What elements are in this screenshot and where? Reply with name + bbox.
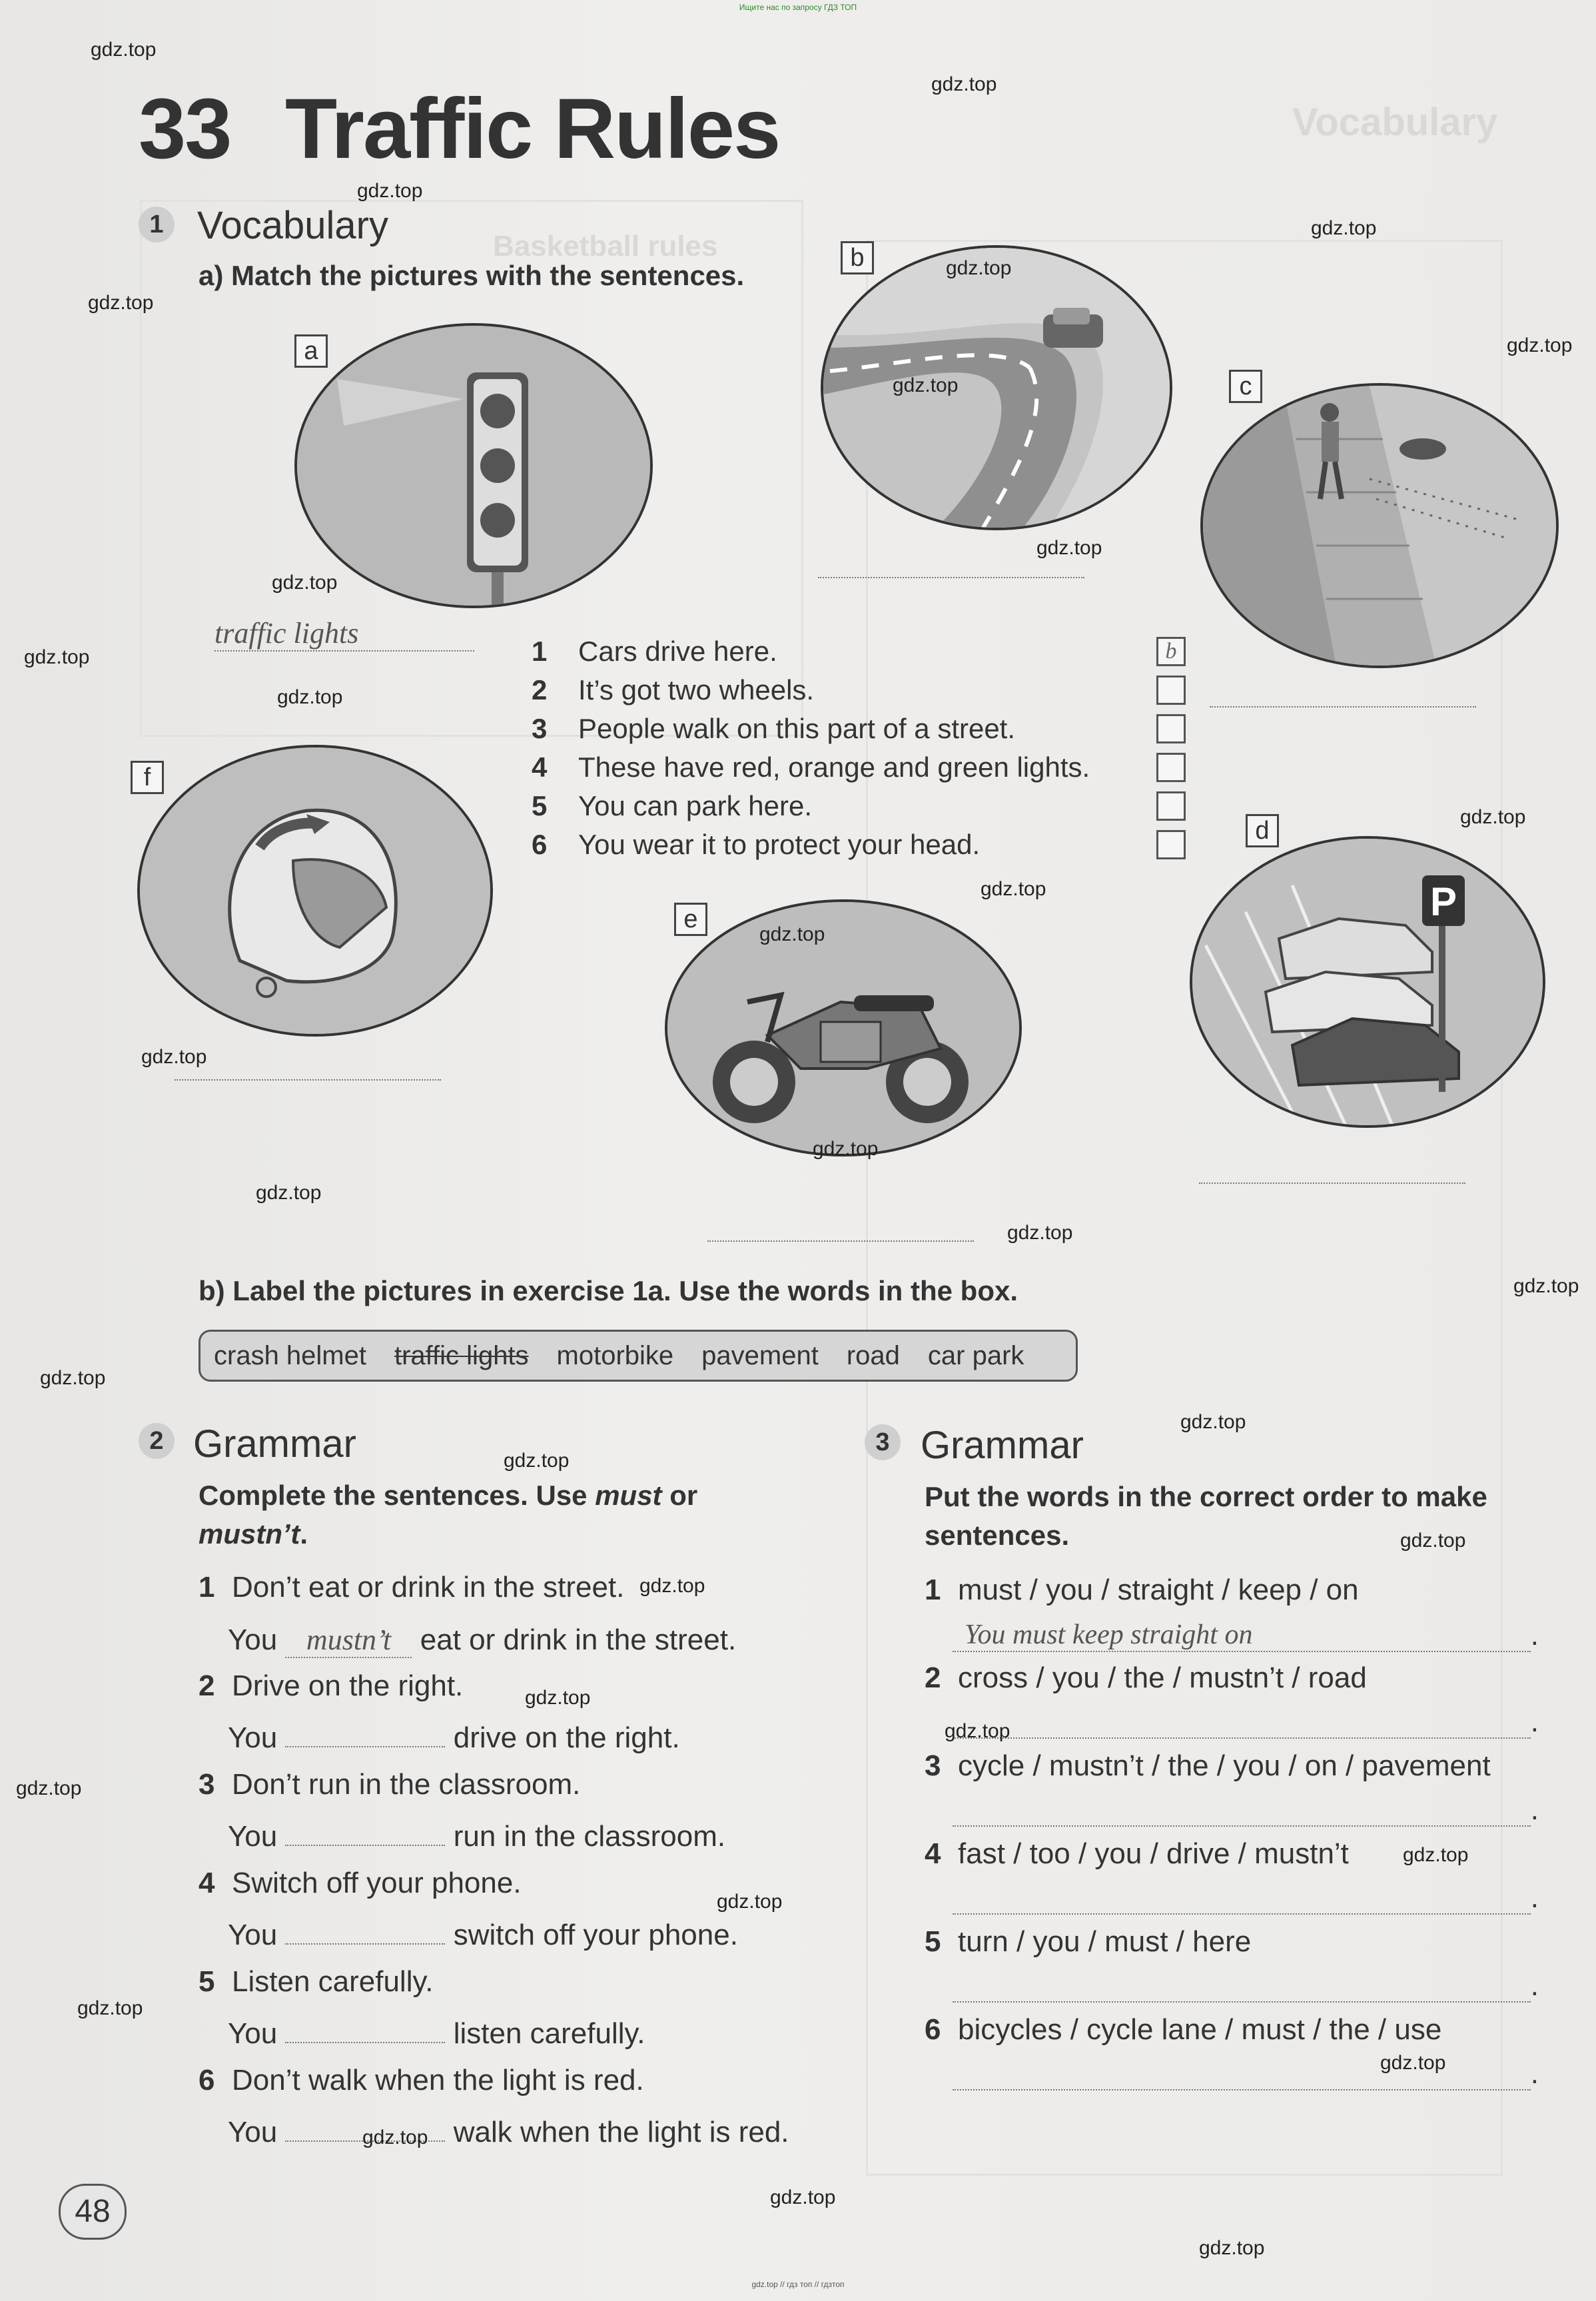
exercise-1b-instruction: b) Label the pictures in exercise 1a. Use the words in the box. (199, 1275, 1018, 1306)
exercise-3-badge: 3 (865, 1424, 901, 1460)
traffic-light-icon (297, 326, 650, 606)
watermark: gdz.top (16, 1777, 82, 1799)
car-park-icon (1192, 839, 1543, 1125)
watermark: gdz.top (1513, 1275, 1579, 1297)
sentence-number: 5 (532, 790, 548, 821)
picture-e-label-line[interactable] (707, 1240, 974, 1242)
grammar-item-5-answer: You listen carefully. (228, 2017, 645, 2050)
watermark: gdz.top (1380, 2052, 1446, 2074)
picture-b-letter: b (841, 241, 874, 274)
order-answer-2: . (953, 1705, 1539, 1739)
sentence-2 (532, 674, 814, 706)
watermark: gdz.top (1400, 1530, 1466, 1552)
watermark: gdz.top (981, 878, 1046, 900)
exercise-3-title: Grammar (921, 1424, 1084, 1467)
picture-a-traffic-lights (294, 323, 653, 608)
word-box-item: car park (927, 1340, 1024, 1370)
answer-box-5[interactable] (1156, 791, 1186, 821)
answer-line[interactable] (953, 1709, 1531, 1739)
watermark: gdz.top (1311, 217, 1377, 239)
grammar-item-6-prompt: 6 Don’t walk when the light is red. (199, 2064, 644, 2096)
watermark: gdz.top (525, 1687, 591, 1709)
exercise-1-title: Vocabulary (197, 204, 388, 247)
sentence-number: 4 (532, 751, 548, 783)
word-box-item: pavement (701, 1340, 819, 1370)
answer-line[interactable]: You must keep straight on (953, 1619, 1531, 1652)
picture-a-label[interactable]: traffic lights (214, 616, 474, 652)
watermark: gdz.top (1403, 1844, 1469, 1866)
order-answer-1: You must keep straight on . (953, 1619, 1539, 1652)
watermark: gdz.top (362, 2126, 428, 2148)
watermark: gdz.top (893, 374, 959, 396)
answer-box-6[interactable] (1156, 830, 1186, 859)
crash-helmet-icon (140, 747, 490, 1034)
answer-box-1[interactable]: b (1156, 637, 1186, 666)
grammar-item-4-answer: You switch off your phone. (228, 1919, 738, 1951)
sentence-text: These have red, orange and green lights. (578, 751, 1090, 783)
picture-c-label-line[interactable] (1210, 706, 1476, 707)
order-answer-5: . (953, 1969, 1539, 2003)
sentence-text: Cars drive here. (578, 636, 777, 667)
ghost-basketball: Basketball rules (493, 230, 718, 262)
order-answer-3: . (953, 1793, 1539, 1827)
sentence-5 (532, 790, 812, 822)
answer-blank[interactable] (285, 1943, 445, 1945)
pavement-icon (1203, 386, 1556, 666)
picture-b-label-line[interactable] (818, 577, 1084, 578)
watermark: gdz.top (1507, 334, 1573, 356)
grammar-item-2-answer: You drive on the right. (228, 1721, 680, 1754)
page-title: Traffic Rules (285, 81, 780, 177)
page-number: 48 (59, 2184, 127, 2240)
watermark: gdz.top (1007, 1222, 1073, 1244)
watermark: gdz.top (639, 1575, 705, 1597)
sentence-text: You can park here. (578, 790, 813, 821)
watermark: gdz.top (931, 73, 997, 95)
parking-sign-icon: P (1429, 879, 1457, 924)
answer-box-3[interactable] (1156, 714, 1186, 743)
picture-d-label-line[interactable] (1199, 1182, 1465, 1184)
lesson-number: 33 (139, 81, 231, 177)
watermark: gdz.top (40, 1367, 106, 1389)
word-box-item: crash helmet (214, 1340, 366, 1370)
watermark: gdz.top (504, 1450, 570, 1472)
road-icon (823, 248, 1170, 528)
picture-e-motorbike (665, 899, 1022, 1156)
grammar-item-4-prompt: 4 Switch off your phone. (199, 1867, 522, 1899)
exercise-3-instruction: Put the words in the correct order to make sentences. (925, 1481, 1487, 1551)
sentence-number: 6 (532, 829, 548, 860)
watermark: gdz.top (77, 1997, 143, 2019)
picture-c-pavement (1200, 383, 1559, 668)
sentence-6 (532, 829, 980, 861)
sentence-4 (532, 751, 1090, 783)
order-item-4: 4 fast / too / you / drive / mustn’t (925, 1837, 1349, 1870)
answer-line[interactable] (953, 1973, 1531, 2003)
ghost-vocab: Vocabulary (1292, 101, 1498, 144)
order-answer-6: . (953, 2057, 1539, 2090)
watermark: gdz.top (256, 1182, 322, 1204)
picture-d-car-park (1190, 836, 1545, 1128)
order-answer-4: . (953, 1881, 1539, 1915)
word-box-item: motorbike (556, 1340, 674, 1370)
sentence-text: People walk on this part of a street. (578, 713, 1016, 744)
watermark: gdz.top (1180, 1411, 1246, 1433)
answer-box-2[interactable] (1156, 676, 1186, 705)
watermark: gdz.top (759, 923, 825, 945)
picture-a-letter: a (294, 334, 328, 368)
sentence-number: 3 (532, 713, 548, 744)
order-item-2: 2 cross / you / the / mustn’t / road (925, 1661, 1367, 1694)
answer-line[interactable] (953, 1797, 1531, 1827)
exercise-2-instruction: Complete the sentences. Use must or mustn’t. (199, 1480, 698, 1550)
answer-blank[interactable]: mustn’t (285, 1623, 412, 1658)
watermark: gdz.top (24, 646, 90, 668)
watermark: gdz.top (141, 1046, 207, 1068)
watermark: gdz.top (272, 572, 338, 594)
picture-c-letter: c (1229, 370, 1262, 403)
order-item-3: 3 cycle / mustn’t / the / you / on / pavement (925, 1749, 1491, 1782)
order-item-1: 1 must / you / straight / keep / on (925, 1574, 1359, 1606)
watermark: gdz.top (717, 1891, 783, 1913)
watermark: gdz.top (91, 39, 157, 61)
grammar-item-2-prompt: 2 Drive on the right. (199, 1669, 464, 1702)
sentence-1 (532, 636, 777, 668)
grammar-item-3-answer: You run in the classroom. (228, 1820, 726, 1853)
exercise-2-badge: 2 (139, 1423, 175, 1459)
picture-b-road (821, 245, 1172, 530)
sentence-text: You wear it to protect your head. (578, 829, 981, 860)
watermark: gdz.top (1036, 537, 1102, 559)
exercise-1a-instruction: a) Match the pictures with the sentences. (199, 260, 745, 291)
grammar-item-5-prompt: 5 Listen carefully. (199, 1965, 434, 1998)
watermark: gdz.top (1460, 806, 1526, 828)
exercise-1-badge: 1 (139, 207, 175, 242)
grammar-item-3-prompt: 3 Don’t run in the classroom. (199, 1768, 581, 1801)
picture-f-crash-helmet (137, 745, 493, 1037)
sentence-text: It’s got two wheels. (578, 674, 815, 705)
answer-blank[interactable] (285, 2042, 445, 2043)
picture-d-letter: d (1246, 814, 1279, 847)
picture-f-label-line[interactable] (175, 1079, 441, 1081)
watermark: gdz.top (946, 257, 1012, 279)
watermark: gdz.top (357, 180, 423, 202)
motorbike-icon (667, 902, 1019, 1154)
watermark: gdz.top (88, 292, 154, 314)
watermark: gdz.top (277, 686, 343, 708)
grammar-item-6-answer: You walk when the light is red. (228, 2116, 789, 2148)
watermark: gdz.top (770, 2186, 836, 2208)
picture-f-letter: f (131, 761, 164, 794)
word-box-item: road (846, 1340, 900, 1370)
answer-blank[interactable] (285, 1746, 445, 1747)
picture-e-letter: e (674, 903, 707, 936)
watermark: gdz.top (945, 1720, 1010, 1742)
word-box (199, 1330, 1078, 1382)
grammar-item-1-prompt: 1 Don’t eat or drink in the street. (199, 1571, 625, 1604)
sentence-number: 1 (532, 636, 548, 667)
grammar-item-1-answer: You mustn’t eat or drink in the street. (228, 1623, 736, 1658)
order-item-5: 5 turn / you / must / here (925, 1925, 1252, 1958)
answer-line[interactable] (953, 1885, 1531, 1915)
header-link[interactable]: Ищите нас по запросу ГДЗ ТОП (739, 3, 857, 12)
word-box-item: traffic lights (394, 1340, 529, 1370)
watermark: gdz.top (1199, 2237, 1265, 2259)
sentence-number: 2 (532, 674, 548, 705)
order-item-6: 6 bicycles / cycle lane / must / the / use (925, 2013, 1442, 2046)
answer-box-4[interactable] (1156, 753, 1186, 782)
watermark: gdz.top (813, 1138, 879, 1160)
sentence-3 (532, 713, 1015, 745)
footer-link[interactable]: gdz.top // гдз топ // гдзтоп (751, 2280, 845, 2289)
answer-blank[interactable] (285, 1845, 445, 1846)
exercise-2-title: Grammar (193, 1422, 356, 1466)
